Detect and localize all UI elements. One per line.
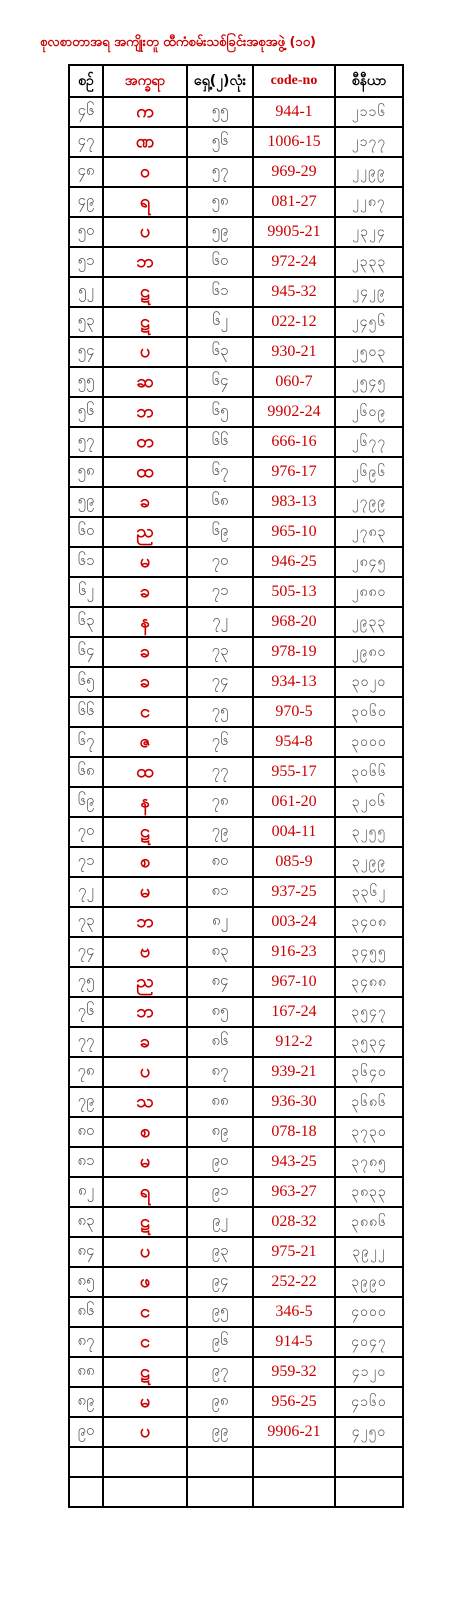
front-digits-cell: ၉၄ — [187, 1267, 253, 1297]
serial-cell: ၇၈ — [69, 1057, 103, 1087]
code-cell: 956-25 — [253, 1387, 335, 1417]
front-digits-cell: ၇၂ — [187, 607, 253, 637]
letter-cell: ဋ — [103, 817, 187, 847]
letter-cell: ခ — [103, 667, 187, 697]
code-cell: 912-2 — [253, 1027, 335, 1057]
code-cell: 505-13 — [253, 577, 335, 607]
senior-cell — [335, 1477, 403, 1507]
code-cell: 965-10 — [253, 517, 335, 547]
letter-cell: ဏ — [103, 127, 187, 157]
senior-cell: ၃၅၄၇ — [335, 997, 403, 1027]
code-cell: 954-8 — [253, 727, 335, 757]
front-digits-cell: ၈၁ — [187, 877, 253, 907]
serial-cell: ၅၂ — [69, 277, 103, 307]
serial-cell: ၆၁ — [69, 547, 103, 577]
code-cell: 9902-24 — [253, 397, 335, 427]
letter-cell: ည — [103, 517, 187, 547]
letter-cell: ဗ — [103, 937, 187, 967]
senior-cell: ၄၀၀၀ — [335, 1297, 403, 1327]
letter-cell: ဇ — [103, 727, 187, 757]
senior-cell: ၃၂၀၆ — [335, 787, 403, 817]
front-digits-cell — [187, 1477, 253, 1507]
senior-cell: ၂၇၉၉ — [335, 487, 403, 517]
table-row — [69, 217, 403, 247]
code-cell: 1006-15 — [253, 127, 335, 157]
senior-cell: ၂၁၁၆ — [335, 97, 403, 127]
serial-cell: ၆၃ — [69, 607, 103, 637]
code-cell: 970-5 — [253, 697, 335, 727]
table-row — [69, 427, 403, 457]
code-cell: 936-30 — [253, 1087, 335, 1117]
senior-cell: ၃၀၂၀ — [335, 667, 403, 697]
table-row — [69, 1417, 403, 1447]
letter-cell: ဋ — [103, 307, 187, 337]
letter-cell: ပ — [103, 337, 187, 367]
senior-cell: ၃၉၂၂ — [335, 1237, 403, 1267]
front-digits-cell: ၈၄ — [187, 967, 253, 997]
senior-cell: ၄၀၄၇ — [335, 1327, 403, 1357]
code-cell: 955-17 — [253, 757, 335, 787]
senior-cell: ၃၄၀၈ — [335, 907, 403, 937]
table-row — [69, 1087, 403, 1117]
front-digits-cell: ၈၉ — [187, 1117, 253, 1147]
table-row — [69, 157, 403, 187]
table-row — [69, 637, 403, 667]
table-row — [69, 1237, 403, 1267]
table-row — [69, 1147, 403, 1177]
table-row — [69, 277, 403, 307]
header-serial: စဉ် — [69, 65, 103, 97]
serial-cell: ၈၈ — [69, 1357, 103, 1387]
code-cell: 346-5 — [253, 1297, 335, 1327]
serial-cell: ၅၉ — [69, 487, 103, 517]
front-digits-cell: ၆၃ — [187, 337, 253, 367]
senior-cell: ၃၄၅၅ — [335, 937, 403, 967]
letter-cell: စ — [103, 1117, 187, 1147]
front-digits-cell: ၅၆ — [187, 127, 253, 157]
serial-cell — [69, 1447, 103, 1477]
serial-cell: ၈၄ — [69, 1237, 103, 1267]
table-row — [69, 487, 403, 517]
records-table — [68, 64, 404, 1508]
senior-cell: ၃၉၉၀ — [335, 1267, 403, 1297]
letter-cell: ဘ — [103, 247, 187, 277]
front-digits-cell: ၉၂ — [187, 1207, 253, 1237]
code-cell: 939-21 — [253, 1057, 335, 1087]
table-row — [69, 1477, 403, 1507]
code-cell: 963-27 — [253, 1177, 335, 1207]
code-cell: 983-13 — [253, 487, 335, 517]
table-header-row — [69, 65, 403, 97]
front-digits-cell: ၇၆ — [187, 727, 253, 757]
letter-cell: မ — [103, 1147, 187, 1177]
senior-cell: ၂၆၀၉ — [335, 397, 403, 427]
serial-cell: ၅၅ — [69, 367, 103, 397]
code-cell: 060-7 — [253, 367, 335, 397]
header-front-digits: ရှေ့(၂)လုံး — [187, 65, 253, 97]
front-digits-cell: ၉၀ — [187, 1147, 253, 1177]
serial-cell: ၇၉ — [69, 1087, 103, 1117]
table-row — [69, 457, 403, 487]
serial-cell: ၅၄ — [69, 337, 103, 367]
serial-cell: ၄၈ — [69, 157, 103, 187]
front-digits-cell: ၇၅ — [187, 697, 253, 727]
table-row — [69, 1327, 403, 1357]
table-row — [69, 967, 403, 997]
letter-cell: ဋ — [103, 1207, 187, 1237]
serial-cell: ၇၁ — [69, 847, 103, 877]
table-row — [69, 1447, 403, 1477]
front-digits-cell: ၉၈ — [187, 1387, 253, 1417]
code-cell: 930-21 — [253, 337, 335, 367]
senior-cell: ၄၂၅၀ — [335, 1417, 403, 1447]
letter-cell: ခ — [103, 637, 187, 667]
serial-cell: ၈၆ — [69, 1297, 103, 1327]
table-row — [69, 877, 403, 907]
front-digits-cell: ၉၅ — [187, 1297, 253, 1327]
serial-cell: ၈၇ — [69, 1327, 103, 1357]
letter-cell: ခ — [103, 487, 187, 517]
serial-cell: ၇၃ — [69, 907, 103, 937]
table-row — [69, 697, 403, 727]
code-cell: 934-13 — [253, 667, 335, 697]
code-cell: 972-24 — [253, 247, 335, 277]
front-digits-cell: ၅၈ — [187, 187, 253, 217]
front-digits-cell: ၉၃ — [187, 1237, 253, 1267]
code-cell: 252-22 — [253, 1267, 335, 1297]
front-digits-cell: ၈၃ — [187, 937, 253, 967]
front-digits-cell: ၆၀ — [187, 247, 253, 277]
front-digits-cell: ၇၁ — [187, 577, 253, 607]
serial-cell: ၆၇ — [69, 727, 103, 757]
table-row — [69, 547, 403, 577]
serial-cell: ၅၇ — [69, 427, 103, 457]
code-cell: 945-32 — [253, 277, 335, 307]
table-row — [69, 1057, 403, 1087]
serial-cell: ၅၆ — [69, 397, 103, 427]
letter-cell: သ — [103, 1087, 187, 1117]
front-digits-cell: ၆၈ — [187, 487, 253, 517]
code-cell: 9906-21 — [253, 1417, 335, 1447]
letter-cell: ပ — [103, 1237, 187, 1267]
letter-cell: မ — [103, 547, 187, 577]
serial-cell: ၈၁ — [69, 1147, 103, 1177]
senior-cell: ၃၇၃၀ — [335, 1117, 403, 1147]
serial-cell: ၄၆ — [69, 97, 103, 127]
front-digits-cell: ၉၉ — [187, 1417, 253, 1447]
table-row — [69, 1387, 403, 1417]
front-digits-cell: ၆၄ — [187, 367, 253, 397]
serial-cell: ၇၆ — [69, 997, 103, 1027]
senior-cell: ၃၂၅၅ — [335, 817, 403, 847]
letter-cell: ပ — [103, 1417, 187, 1447]
table-row — [69, 757, 403, 787]
code-cell — [253, 1477, 335, 1507]
senior-cell: ၄၁၆၀ — [335, 1387, 403, 1417]
table-row — [69, 1027, 403, 1057]
senior-cell: ၄၁၂၀ — [335, 1357, 403, 1387]
serial-cell: ၅၃ — [69, 307, 103, 337]
letter-cell: က — [103, 97, 187, 127]
letter-cell: န — [103, 787, 187, 817]
table-row — [69, 397, 403, 427]
senior-cell: ၂၄၅၆ — [335, 307, 403, 337]
table-row — [69, 817, 403, 847]
front-digits-cell: ၈၇ — [187, 1057, 253, 1087]
senior-cell: ၃၇၈၅ — [335, 1147, 403, 1177]
code-cell: 666-16 — [253, 427, 335, 457]
table-row — [69, 607, 403, 637]
code-cell: 078-18 — [253, 1117, 335, 1147]
code-cell: 976-17 — [253, 457, 335, 487]
senior-cell: ၂၈၈၀ — [335, 577, 403, 607]
senior-cell: ၂၂၉၉ — [335, 157, 403, 187]
serial-cell — [69, 1477, 103, 1507]
code-cell: 946-25 — [253, 547, 335, 577]
letter-cell: င — [103, 697, 187, 727]
serial-cell: ၇၅ — [69, 967, 103, 997]
front-digits-cell: ၆၆ — [187, 427, 253, 457]
code-cell: 003-24 — [253, 907, 335, 937]
table-row — [69, 937, 403, 967]
serial-cell: ၈၅ — [69, 1267, 103, 1297]
table-row — [69, 577, 403, 607]
letter-cell: ဖ — [103, 1267, 187, 1297]
letter-cell: ဋ — [103, 1357, 187, 1387]
table-row — [69, 907, 403, 937]
table-row — [69, 127, 403, 157]
senior-cell: ၂၁၇၇ — [335, 127, 403, 157]
serial-cell: ၇၀ — [69, 817, 103, 847]
front-digits-cell: ၉၇ — [187, 1357, 253, 1387]
letter-cell: င — [103, 1297, 187, 1327]
table-row — [69, 787, 403, 817]
serial-cell: ၈၉ — [69, 1387, 103, 1417]
front-digits-cell: ၈၂ — [187, 907, 253, 937]
front-digits-cell: ၈၅ — [187, 997, 253, 1027]
table-row — [69, 97, 403, 127]
letter-cell: ဘ — [103, 397, 187, 427]
senior-cell: ၂၉၈၀ — [335, 637, 403, 667]
table-row — [69, 307, 403, 337]
code-cell — [253, 1447, 335, 1477]
senior-cell: ၂၇၈၃ — [335, 517, 403, 547]
table-row — [69, 1297, 403, 1327]
table-row — [69, 1267, 403, 1297]
front-digits-cell: ၆၁ — [187, 277, 253, 307]
table-row — [69, 667, 403, 697]
senior-cell: ၂၆၇၇ — [335, 427, 403, 457]
senior-cell: ၃၃၆၂ — [335, 877, 403, 907]
table-row — [69, 1357, 403, 1387]
code-cell: 914-5 — [253, 1327, 335, 1357]
letter-cell: ဘ — [103, 997, 187, 1027]
front-digits-cell: ၇၃ — [187, 637, 253, 667]
senior-cell: ၂၉၃၃ — [335, 607, 403, 637]
serial-cell: ၇၂ — [69, 877, 103, 907]
table-row — [69, 727, 403, 757]
serial-cell: ၈၂ — [69, 1177, 103, 1207]
front-digits-cell: ၆၂ — [187, 307, 253, 337]
code-cell: 975-21 — [253, 1237, 335, 1267]
senior-cell: ၂၃၂၄ — [335, 217, 403, 247]
code-cell: 085-9 — [253, 847, 335, 877]
front-digits-cell: ၆၇ — [187, 457, 253, 487]
code-cell: 959-32 — [253, 1357, 335, 1387]
front-digits-cell: ၆၅ — [187, 397, 253, 427]
letter-cell: ဝ — [103, 157, 187, 187]
letter-cell: ဋ — [103, 277, 187, 307]
code-cell: 969-29 — [253, 157, 335, 187]
letter-cell: စ — [103, 847, 187, 877]
code-cell: 943-25 — [253, 1147, 335, 1177]
letter-cell: တ — [103, 427, 187, 457]
letter-cell — [103, 1447, 187, 1477]
senior-cell — [335, 1447, 403, 1477]
table-row — [69, 247, 403, 277]
letter-cell — [103, 1477, 187, 1507]
senior-cell: ၃၈၈၆ — [335, 1207, 403, 1237]
table-row — [69, 517, 403, 547]
serial-cell: ၄၉ — [69, 187, 103, 217]
serial-cell: ၇၄ — [69, 937, 103, 967]
table-row — [69, 1177, 403, 1207]
senior-cell: ၃၈၃၃ — [335, 1177, 403, 1207]
letter-cell: ဆ — [103, 367, 187, 397]
front-digits-cell: ၇၈ — [187, 787, 253, 817]
front-digits-cell: ၈၀ — [187, 847, 253, 877]
front-digits-cell: ၉၁ — [187, 1177, 253, 1207]
code-cell: 967-10 — [253, 967, 335, 997]
serial-cell: ၆၄ — [69, 637, 103, 667]
senior-cell: ၂၈၄၅ — [335, 547, 403, 577]
senior-cell: ၂၃၃၃ — [335, 247, 403, 277]
table-row — [69, 367, 403, 397]
code-cell: 167-24 — [253, 997, 335, 1027]
code-cell: 081-27 — [253, 187, 335, 217]
letter-cell: မ — [103, 877, 187, 907]
table-row — [69, 847, 403, 877]
senior-cell: ၃၂၉၉ — [335, 847, 403, 877]
front-digits-cell: ၈၆ — [187, 1027, 253, 1057]
front-digits-cell: ၉၆ — [187, 1327, 253, 1357]
table-row — [69, 997, 403, 1027]
front-digits-cell: ၇၀ — [187, 547, 253, 577]
senior-cell: ၂၅၀၃ — [335, 337, 403, 367]
letter-cell: ည — [103, 967, 187, 997]
senior-cell: ၂၂၈၇ — [335, 187, 403, 217]
header-senior: စီနီယာ — [335, 65, 403, 97]
table-row — [69, 337, 403, 367]
letter-cell: မ — [103, 1387, 187, 1417]
serial-cell: ၆၆ — [69, 697, 103, 727]
serial-cell: ၆၈ — [69, 757, 103, 787]
letter-cell: င — [103, 1327, 187, 1357]
document-title: စုလစာတာအရ အကျိုးတူ ထီကံစမ်းသစ်ခြင်းအစုအဖွဲ့ (၁၀) — [40, 35, 317, 50]
serial-cell: ၅၁ — [69, 247, 103, 277]
code-cell: 061-20 — [253, 787, 335, 817]
code-cell: 978-19 — [253, 637, 335, 667]
serial-cell: ၈၀ — [69, 1117, 103, 1147]
letter-cell: ရ — [103, 1177, 187, 1207]
serial-cell: ၉၀ — [69, 1417, 103, 1447]
serial-cell: ၆၀ — [69, 517, 103, 547]
senior-cell: ၃၆၈၆ — [335, 1087, 403, 1117]
front-digits-cell: ၅၇ — [187, 157, 253, 187]
senior-cell: ၂၆၉၆ — [335, 457, 403, 487]
code-cell: 944-1 — [253, 97, 335, 127]
senior-cell: ၂၅၄၅ — [335, 367, 403, 397]
front-digits-cell: ၇၇ — [187, 757, 253, 787]
front-digits-cell — [187, 1447, 253, 1477]
serial-cell: ၄၇ — [69, 127, 103, 157]
senior-cell: ၃၀၆၀ — [335, 697, 403, 727]
front-digits-cell: ၅၅ — [187, 97, 253, 127]
letter-cell: ခ — [103, 577, 187, 607]
letter-cell: ရ — [103, 187, 187, 217]
header-letter: အက္ခရာ — [103, 65, 187, 97]
code-cell: 022-12 — [253, 307, 335, 337]
letter-cell: ဘ — [103, 907, 187, 937]
letter-cell: ပ — [103, 217, 187, 247]
front-digits-cell: ၇၄ — [187, 667, 253, 697]
letter-cell: န — [103, 607, 187, 637]
front-digits-cell: ၅၉ — [187, 217, 253, 247]
senior-cell: ၂၄၂၉ — [335, 277, 403, 307]
code-cell: 004-11 — [253, 817, 335, 847]
code-cell: 916-23 — [253, 937, 335, 967]
code-cell: 028-32 — [253, 1207, 335, 1237]
senior-cell: ၃၀၀၀ — [335, 727, 403, 757]
front-digits-cell: ၈၈ — [187, 1087, 253, 1117]
senior-cell: ၃၀၆၆ — [335, 757, 403, 787]
table-row — [69, 1117, 403, 1147]
front-digits-cell: ၆၉ — [187, 517, 253, 547]
senior-cell: ၃၆၄၀ — [335, 1057, 403, 1087]
code-cell: 9905-21 — [253, 217, 335, 247]
letter-cell: ထ — [103, 457, 187, 487]
serial-cell: ၅၀ — [69, 217, 103, 247]
serial-cell: ၇၇ — [69, 1027, 103, 1057]
letter-cell: ထ — [103, 757, 187, 787]
table-row — [69, 1207, 403, 1237]
table-row — [69, 187, 403, 217]
letter-cell: ပ — [103, 1057, 187, 1087]
code-cell: 937-25 — [253, 877, 335, 907]
letter-cell: ခ — [103, 1027, 187, 1057]
header-code-no: code-no — [253, 65, 335, 97]
serial-cell: ၅၈ — [69, 457, 103, 487]
senior-cell: ၃၅၃၄ — [335, 1027, 403, 1057]
senior-cell: ၃၄၈၈ — [335, 967, 403, 997]
serial-cell: ၆၂ — [69, 577, 103, 607]
serial-cell: ၆၅ — [69, 667, 103, 697]
code-cell: 968-20 — [253, 607, 335, 637]
front-digits-cell: ၇၉ — [187, 817, 253, 847]
serial-cell: ၈၃ — [69, 1207, 103, 1237]
serial-cell: ၆၉ — [69, 787, 103, 817]
